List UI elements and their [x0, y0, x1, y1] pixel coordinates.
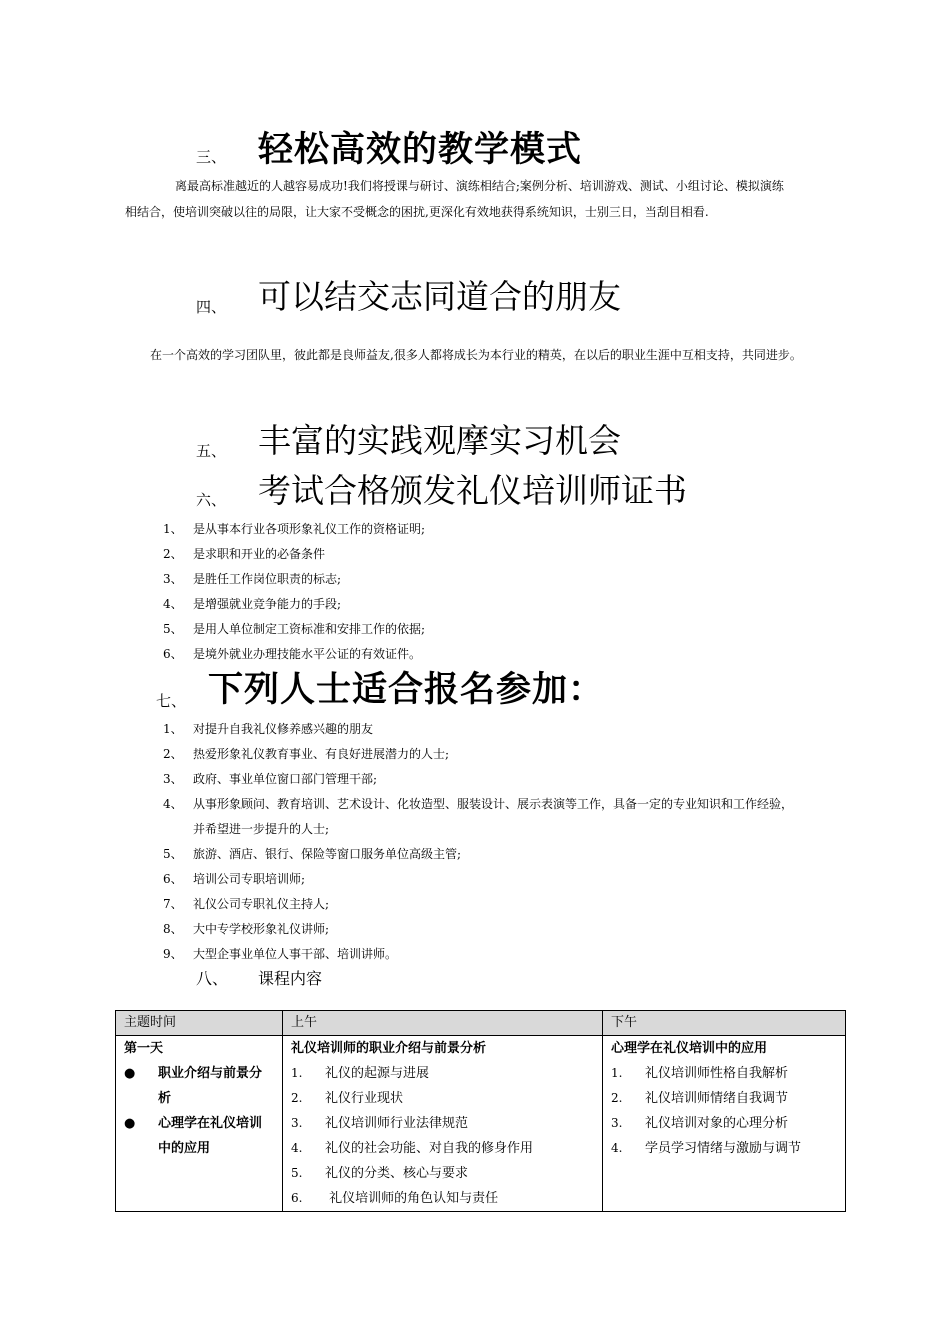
header-morning: 上午 [283, 1011, 603, 1036]
morning-item: 礼仪的起源与进展 [325, 1066, 430, 1081]
section-4-title: 可以结交志同道合的朋友 [258, 277, 621, 316]
topic-item: 职业介绍与前景分 [158, 1066, 263, 1081]
list-item-number: 9、 [163, 947, 183, 961]
list-item-number: 4、 [163, 597, 183, 611]
table-header-row [116, 1011, 846, 1036]
section-4-paragraph: 在一个高效的学习团队里，彼此都是良师益友,很多人都将成长为本行业的精英，在以后的职业生涯中互相支持，共同进步。 [150, 348, 802, 362]
list-item: 是胜任工作岗位职责的标志; [193, 572, 342, 586]
list-item: 对提升自我礼仪修养感兴趣的朋友 [193, 722, 374, 736]
section-5-number: 五、 [196, 442, 227, 460]
afternoon-cell [603, 1036, 846, 1212]
list-item-number: 5、 [163, 622, 183, 636]
list-item-number: 3、 [163, 572, 183, 586]
morning-cell [283, 1036, 603, 1212]
morning-item: 礼仪的社会功能、对自我的修身作用 [325, 1141, 534, 1156]
list-item: 大型企事业单位人事干部、培训讲师。 [193, 947, 398, 961]
item-number: 2. [291, 1091, 303, 1105]
list-item-number: 5、 [163, 847, 183, 861]
day-label: 第一天 [124, 1041, 164, 1056]
topic-item: 心理学在礼仪培训 [158, 1116, 263, 1131]
list-item-number: 8、 [163, 922, 183, 936]
item-number: 1. [611, 1066, 623, 1080]
section-5-title: 丰富的实践观摩实习机会 [258, 421, 621, 460]
section-3-title: 轻松高效的教学模式 [258, 130, 583, 170]
list-item: 是增强就业竞争能力的手段; [193, 597, 342, 611]
item-number: 5. [291, 1166, 303, 1180]
list-item: 是求职和开业的必备条件 [193, 547, 326, 561]
morning-item: 礼仪培训师行业法律规范 [325, 1116, 469, 1131]
table-row [116, 1036, 846, 1212]
topic-item-continuation: 中的应用 [158, 1141, 211, 1156]
item-number: 4. [611, 1141, 623, 1155]
list-item: 从事形象顾问、教育培训、艺术设计、化妆造型、服装设计、展示表演等工作，具备一定的专业知识和工作经验， [193, 797, 794, 811]
afternoon-item: 礼仪培训对象的心理分析 [645, 1116, 789, 1131]
list-item-number: 2、 [163, 747, 183, 761]
afternoon-item: 学员学习情绪与激励与调节 [645, 1141, 802, 1156]
morning-item: 礼仪的分类、核心与要求 [325, 1166, 469, 1181]
section-3-paragraph-line-1: 离最高标准越近的人越容易成功!我们将授课与研讨、演练相结合;案例分析、培训游戏、测试、小组讨论、模拟演练 [175, 179, 784, 193]
topic-item-continuation: 析 [158, 1091, 172, 1106]
bullet-icon: ● [124, 1066, 136, 1081]
item-number: 3. [291, 1116, 303, 1130]
list-item: 大中专学校形象礼仪讲师; [193, 922, 330, 936]
list-item: 政府、事业单位窗口部门管理干部; [193, 772, 378, 786]
afternoon-item: 礼仪培训师情绪自我调节 [645, 1091, 789, 1106]
list-item-number: 6、 [163, 647, 183, 661]
item-number: 3. [611, 1116, 623, 1130]
item-number: 2. [611, 1091, 623, 1105]
item-number: 6. [291, 1191, 303, 1205]
list-item-continuation: 并希望进一步提升的人士; [193, 822, 330, 836]
bullet-icon: ● [124, 1116, 136, 1131]
list-item: 是从事本行业各项形象礼仪工作的资格证明; [193, 522, 426, 536]
list-item: 礼仪公司专职礼仪主持人; [193, 897, 330, 911]
item-number: 4. [291, 1141, 303, 1155]
course-table [115, 1010, 846, 1212]
header-topic-time: 主题时间 [116, 1011, 283, 1036]
section-4-number: 四、 [196, 298, 227, 316]
list-item: 是境外就业办理技能水平公证的有效证件。 [193, 647, 422, 661]
section-7-number: 七、 [156, 692, 187, 710]
section-6-title: 考试合格颁发礼仪培训师证书 [258, 471, 687, 510]
topic-cell [116, 1036, 283, 1212]
morning-title: 礼仪培训师的职业介绍与前景分析 [291, 1041, 487, 1056]
list-item-number: 6、 [163, 872, 183, 886]
list-item: 旅游、酒店、银行、保险等窗口服务单位高级主管; [193, 847, 462, 861]
list-item: 培训公司专职培训师; [193, 872, 306, 886]
list-item-number: 3、 [163, 772, 183, 786]
afternoon-item: 礼仪培训师性格自我解析 [645, 1066, 789, 1081]
list-item-number: 2、 [163, 547, 183, 561]
section-3-paragraph-line-2: 相结合，使培训突破以往的局限，让大家不受概念的困扰,更深化有效地获得系统知识，士别三日，当刮目相看. [125, 205, 709, 219]
afternoon-title: 心理学在礼仪培训中的应用 [611, 1041, 768, 1056]
list-item: 热爱形象礼仪教育事业、有良好进展潜力的人士; [193, 747, 450, 761]
morning-item: 礼仪培训师的角色认知与责任 [325, 1191, 499, 1206]
section-8-title: 课程内容 [258, 969, 323, 988]
item-number: 1. [291, 1066, 303, 1080]
list-item-number: 4、 [163, 797, 183, 811]
list-item-number: 1、 [163, 522, 183, 536]
section-6-number: 六、 [196, 491, 227, 509]
header-afternoon: 下午 [603, 1011, 846, 1036]
morning-item: 礼仪行业现状 [325, 1091, 404, 1106]
list-item-number: 1、 [163, 722, 183, 736]
section-8-number: 八、 [196, 969, 229, 988]
section-7-title: 下列人士适合报名参加： [208, 670, 605, 710]
list-item-number: 7、 [163, 897, 183, 911]
list-item: 是用人单位制定工资标准和安排工作的依据; [193, 622, 426, 636]
section-3-number: 三、 [196, 148, 227, 166]
